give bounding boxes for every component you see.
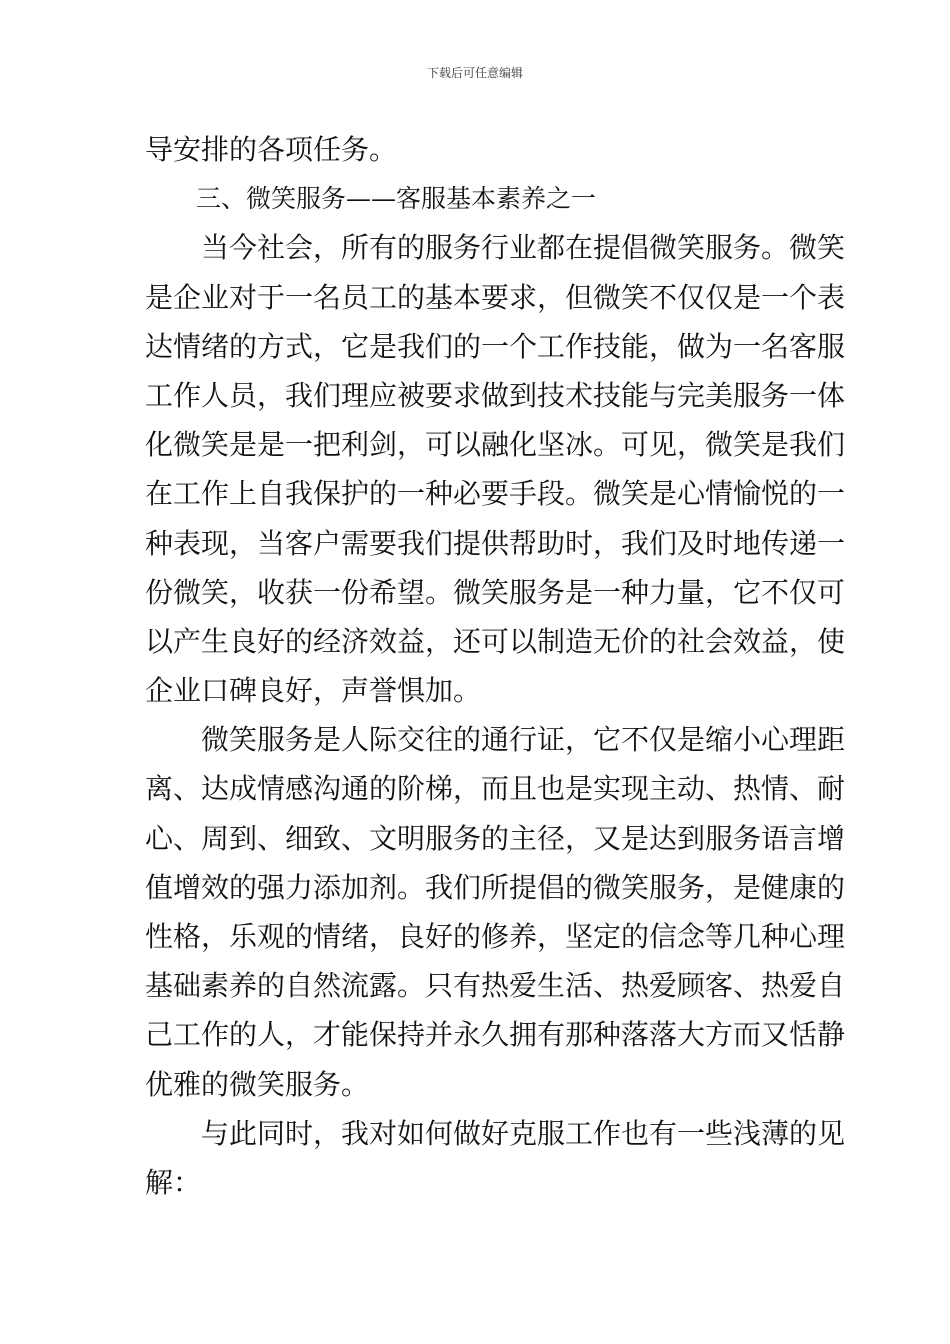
text-line: 在工作上自我保护的一种必要手段。微笑是心情愉悦的一 [145, 477, 846, 511]
text-line: 解： [145, 1165, 202, 1199]
text-line: 心、周到、细致、文明服务的主径，又是达到服务语言增 [145, 821, 846, 855]
text-line: 以产生良好的经济效益，还可以制造无价的社会效益，使 [145, 624, 846, 658]
text-line: 化微笑是是一把利剑，可以融化坚冰。可见，微笑是我们 [145, 428, 846, 462]
text-line: 达情绪的方式，它是我们的一个工作技能，做为一名客服 [145, 329, 846, 363]
text-line: 份微笑，收获一份希望。微笑服务是一种力量，它不仅可 [145, 575, 846, 609]
text-line: 己工作的人，才能保持并永久拥有那种落落大方而又恬静 [145, 1018, 846, 1052]
text-line: 当今社会，所有的服务行业都在提倡微笑服务。微笑 [201, 231, 846, 265]
text-line: 微笑服务是人际交往的通行证，它不仅是缩小心理距 [201, 723, 846, 757]
document-body [145, 125, 846, 1207]
text-line: 企业口碑良好，声誉惧加。 [145, 674, 482, 708]
section-heading: 三、微笑服务——客服基本素养之一 [196, 184, 597, 214]
text-line: 性格，乐观的情绪，良好的修养，坚定的信念等几种心理 [145, 920, 846, 953]
text-line: 优雅的微笑服务。 [145, 1067, 370, 1101]
text-line: 是企业对于一名员工的基本要求，但微笑不仅仅是一个表 [145, 280, 846, 314]
text-line: 种表现，当客户需要我们提供帮助时，我们及时地传递一 [145, 526, 846, 560]
text-line: 离、达成情感沟通的阶梯，而且也是实现主动、热情、耐 [145, 772, 846, 806]
text-line: 值增效的强力添加剂。我们所提倡的微笑服务，是健康的 [145, 870, 846, 904]
text-line: 工作人员，我们理应被要求做到技术技能与完美服务一体 [145, 378, 846, 412]
text-line: 与此同时，我对如何做好克服工作也有一些浅薄的见 [201, 1116, 846, 1150]
page-header-note: 下载后可任意编辑 [426, 66, 523, 80]
text-line: 导安排的各项任务。 [145, 133, 398, 166]
text-line: 基础素养的自然流露。只有热爱生活、热爱顾客、热爱自 [145, 969, 846, 1003]
